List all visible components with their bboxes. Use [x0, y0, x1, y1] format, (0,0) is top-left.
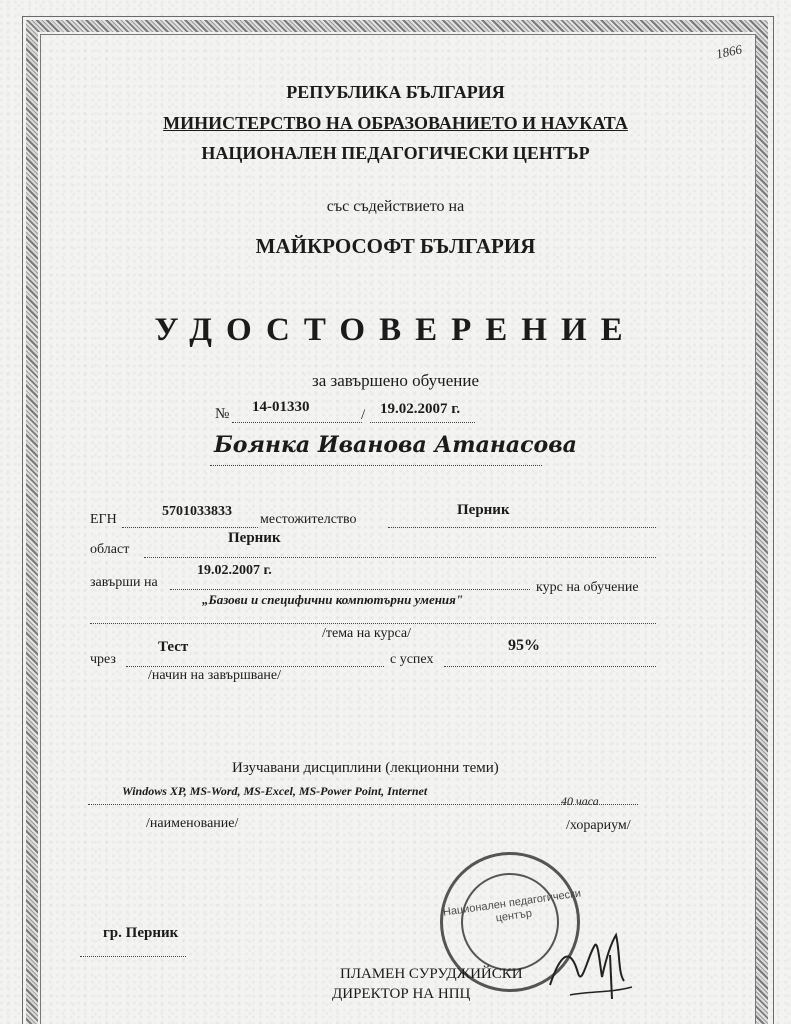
signer-name: ПЛАМЕН СУРУДЖИЙСКИ [340, 966, 523, 982]
city-dots [80, 956, 186, 957]
residence-value: Перник [457, 502, 510, 518]
name-dots [210, 465, 542, 466]
residence-label: местожителство [260, 512, 357, 527]
certificate-date: 19.02.2007 г. [380, 401, 461, 417]
via-caption: /начин на завършване/ [148, 668, 282, 683]
via-label: чрез [90, 652, 116, 667]
signature-graphic [540, 915, 650, 1005]
date-dots [370, 422, 475, 423]
holder-name: Боянка Иванова Атанасова [214, 432, 577, 458]
seal-text: Национален педагогически център [442, 887, 582, 925]
region-label: област [90, 542, 130, 557]
name-caption: /наименование/ [146, 816, 239, 831]
success-dots [444, 666, 656, 667]
number-label: № [215, 406, 230, 422]
corner-number: 1866 [714, 41, 744, 62]
hours-caption: /хорариум/ [566, 818, 631, 833]
region-value: Перник [228, 530, 281, 546]
city-label: гр. Перник [103, 925, 179, 941]
completed-value: 19.02.2007 г. [197, 563, 272, 578]
course-caption: /тема на курса/ [322, 626, 411, 641]
disciplines-hours: 40 часа [561, 794, 599, 808]
course-suffix: курс на обучение [536, 580, 639, 595]
number-dots [232, 422, 362, 423]
egn-value: 5701033833 [162, 504, 232, 519]
signer-title: ДИРЕКТОР НА НПЦ [332, 986, 471, 1002]
number-separator: / [361, 407, 366, 423]
center-heading: НАЦИОНАЛЕН ПЕДАГОГИЧЕСКИ ЦЕНТЪР [201, 143, 590, 163]
subtitle: за завършено обучение [312, 371, 479, 390]
disciplines-value: Windows XP, MS-Word, MS-Excel, MS-Power Point, Internet [122, 784, 428, 798]
completed-dots [170, 589, 530, 590]
inner-border [40, 34, 756, 1024]
document-title: УДОСТОВЕРЕНИЕ [154, 312, 637, 348]
course-value: „Базови и специфични компютърни умения" [202, 592, 464, 607]
completed-label: завърши на [90, 575, 158, 590]
region-dots [144, 557, 656, 558]
course-dots [90, 623, 656, 624]
disciplines-dots [88, 804, 638, 805]
ministry-heading: МИНИСТЕРСТВО НА ОБРАЗОВАНИЕТО И НАУКАТА [163, 113, 628, 133]
via-value: Тест [158, 639, 189, 655]
disciplines-heading: Изучавани дисциплини (лекционни теми) [232, 760, 499, 776]
via-dots [126, 666, 384, 667]
partner-heading: МАЙКРОСОФТ БЪЛГАРИЯ [255, 234, 536, 258]
egn-dots [122, 527, 258, 528]
success-label: с успех [390, 652, 434, 667]
certificate-number: 14-01330 [252, 399, 310, 415]
cooperation-text: със съдействието на [326, 198, 465, 215]
residence-dots [388, 527, 656, 528]
republic-heading: РЕПУБЛИКА БЪЛГАРИЯ [286, 82, 505, 102]
egn-label: ЕГН [90, 512, 117, 527]
success-value: 95% [508, 637, 540, 654]
